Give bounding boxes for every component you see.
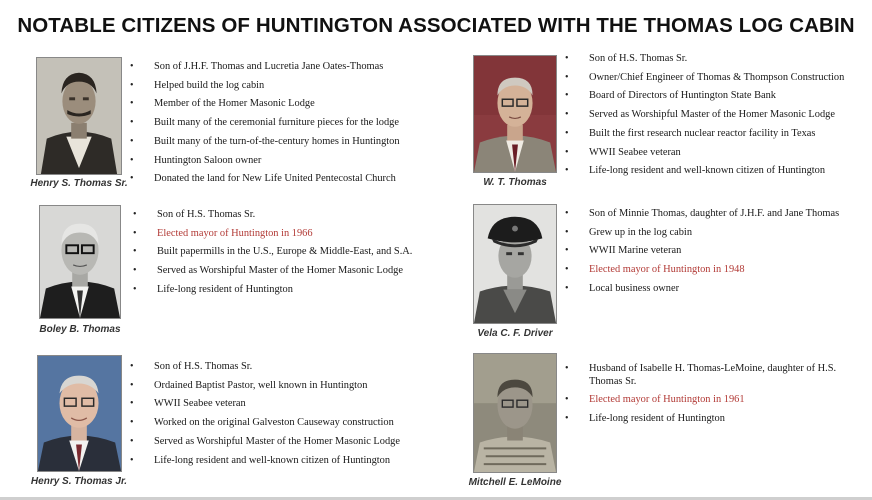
fact-item: • Built many of the turn-of-the-century homes in Huntington (130, 133, 400, 152)
fact-item: • Built many of the ceremonial furniture pieces for the lodge (130, 114, 400, 133)
portrait-caption: Henry S. Thomas Jr. (30, 476, 128, 487)
fact-item: • Life-long resident of Huntington (133, 281, 412, 300)
fact-item: • Son of H.S. Thomas Sr. (565, 50, 844, 69)
fact-item: • Life-long resident and well-known citizen of Huntington (565, 162, 844, 181)
portrait-vela-driver (473, 204, 557, 324)
fact-item: • Son of H.S. Thomas Sr. (130, 358, 400, 377)
portrait-henry-thomas-sr (36, 57, 122, 175)
fact-item: • WWII Marine veteran (565, 242, 839, 261)
portrait-boley-thomas (39, 205, 121, 319)
fact-item: • Board of Directors of Huntington State Bank (565, 87, 844, 106)
fact-item-highlight: • Elected mayor of Huntington in 1961 (565, 391, 865, 410)
fact-item: • Built papermills in the U.S., Europe & Middle-East, and S.A. (133, 243, 412, 262)
fact-item-highlight: • Elected mayor of Huntington in 1966 (133, 225, 412, 244)
fact-item: • WWII Seabee veteran (565, 144, 844, 163)
fact-item: • Life-long resident and well-known citizen of Huntington (130, 452, 400, 471)
fact-list (130, 358, 400, 470)
fact-item: • Son of Minnie Thomas, daughter of J.H.F. and Jane Thomas (565, 205, 839, 224)
fact-item: • Husband of Isabelle H. Thomas-LeMoine, daughter of H.S. Thomas Sr. (565, 362, 865, 391)
portrait-caption: Vela C. F. Driver (477, 328, 553, 339)
fact-item: • Huntington Saloon owner (130, 152, 400, 171)
fact-list (565, 50, 844, 181)
portrait-caption: Mitchell E. LeMoine (468, 477, 562, 488)
fact-item: • Grew up in the log cabin (565, 224, 839, 243)
fact-item: • Helped build the log cabin (130, 77, 400, 96)
fact-item: • Ordained Baptist Pastor, well known in Huntington (130, 377, 400, 396)
fact-item: • Owner/Chief Engineer of Thomas & Thompson Construction (565, 69, 844, 88)
portrait-caption: Boley B. Thomas (39, 324, 121, 335)
fact-item: • Served as Worshipful Master of the Homer Masonic Lodge (133, 262, 412, 281)
portrait-henry-thomas-jr (37, 355, 122, 472)
fact-list (130, 58, 400, 189)
fact-list (565, 205, 839, 299)
fact-item: • Built the first research nuclear reactor facility in Texas (565, 125, 844, 144)
fact-item: • Donated the land for New Life United Pentecostal Church (130, 170, 400, 189)
fact-item: • Served as Worshipful Master of the Homer Masonic Lodge (130, 433, 400, 452)
portrait-caption: Henry S. Thomas Sr. (30, 178, 128, 189)
fact-item: • Local business owner (565, 280, 839, 299)
fact-item: • Son of J.H.F. Thomas and Lucretia Jane Oates-Thomas (130, 58, 400, 77)
fact-item: • Worked on the original Galveston Causeway construction (130, 414, 400, 433)
fact-item: • Served as Worshipful Master of the Homer Masonic Lodge (565, 106, 844, 125)
portrait-mitchell-lemoine (473, 353, 557, 473)
portrait-w-t-thomas (473, 55, 557, 173)
page-title: NOTABLE CITIZENS OF HUNTINGTON ASSOCIATED WITH THE THOMAS LOG CABIN (17, 14, 855, 37)
fact-list (133, 206, 412, 300)
fact-item: • Member of the Homer Masonic Lodge (130, 95, 400, 114)
fact-item: • WWII Seabee veteran (130, 395, 400, 414)
fact-item-highlight: • Elected mayor of Huntington in 1948 (565, 261, 839, 280)
fact-item: • Life-long resident of Huntington (565, 410, 865, 429)
fact-item: • Son of H.S. Thomas Sr. (133, 206, 412, 225)
portrait-caption: W. T. Thomas (483, 177, 547, 188)
fact-list (565, 362, 865, 428)
